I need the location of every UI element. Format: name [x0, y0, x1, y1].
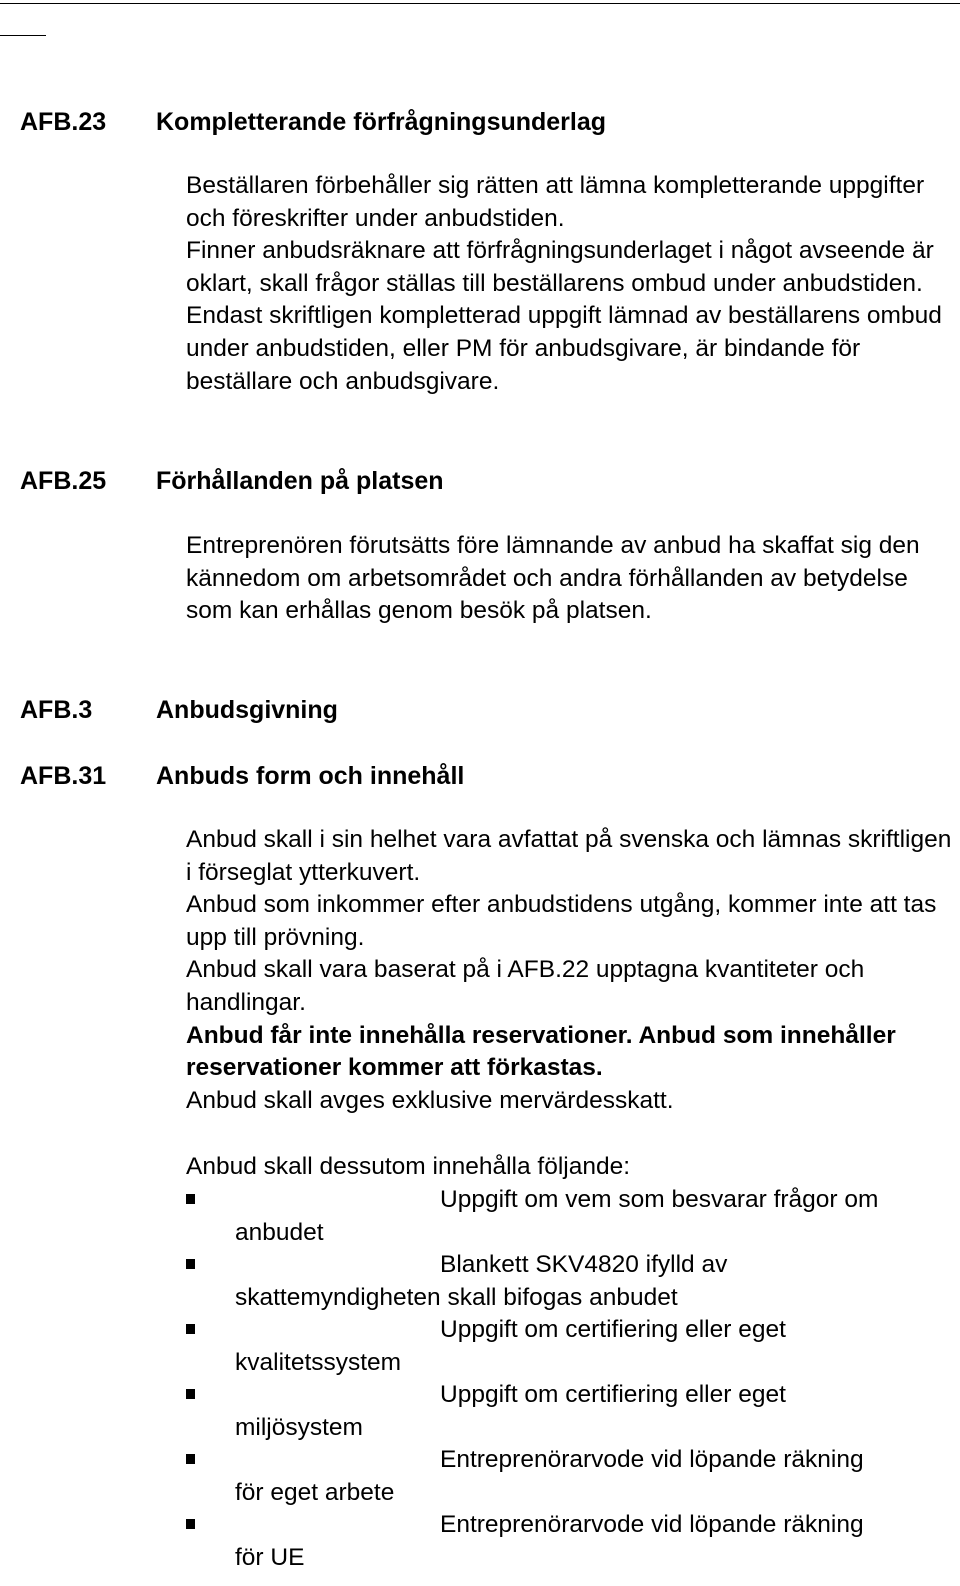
paragraph-bold: Anbud får inte innehålla reservationer. Anbud som innehåller reservationer kommer att förkastas. [186, 1021, 896, 1082]
list-intro: Anbud skall dessutom innehålla följande: [186, 1153, 631, 1180]
paragraph: Anbud skall i sin helhet vara avfattat på svenska och lämnas skriftligen i förseglat ytterkuvert. [186, 826, 952, 886]
section-title: Kompletterande förfrågningsunderlag [156, 108, 607, 136]
list-item-text: Entreprenörarvode vid löpande räkning [440, 1446, 864, 1473]
list-item-text: Uppgift om vem som besvarar frågor om [440, 1186, 879, 1213]
square-bullet-icon [186, 1324, 195, 1334]
section-title: Anbuds form och innehåll [156, 762, 465, 790]
list-item-text: för UE [235, 1543, 305, 1571]
section-body [186, 530, 956, 628]
section-body [186, 824, 956, 1117]
section-number: AFB.3 [20, 696, 93, 724]
paragraph: Anbud skall vara baserat på i AFB.22 upptagna kvantiteter och handlingar. [186, 956, 865, 1016]
paragraph: Anbud som inkommer efter anbudstidens utgång, kommer inte att tas upp till prövning. [186, 891, 937, 951]
list-item-text: Entreprenörarvode vid löpande räkning [440, 1511, 864, 1538]
square-bullet-icon [186, 1454, 195, 1464]
list-item-text: Uppgift om certifiering eller eget [440, 1381, 786, 1408]
paragraph: Beställaren förbehåller sig rätten att lämna kompletterande uppgifter och föreskrifter under anbudstiden. [186, 172, 925, 232]
square-bullet-icon [186, 1389, 195, 1399]
list-item-text: för eget arbete [235, 1478, 395, 1506]
paragraph: Anbud skall avges exklusive mervärdesskatt. [186, 1086, 674, 1114]
list-item-text: anbudet [235, 1218, 324, 1246]
square-bullet-icon [186, 1259, 195, 1269]
section-title: Förhållanden på platsen [156, 467, 444, 495]
section-number: AFB.25 [20, 467, 107, 495]
list-item-text: Blankett SKV4820 ifylld av [440, 1251, 728, 1278]
square-bullet-icon [186, 1519, 195, 1529]
top-rule [0, 3, 960, 4]
section-title: Anbudsgivning [156, 696, 338, 724]
section-number: AFB.23 [20, 108, 107, 136]
list-item-text: Uppgift om certifiering eller eget [440, 1316, 786, 1343]
paragraph: Entreprenören förutsätts före lämnande av anbud ha skaffat sig den kännedom om arbetsområdet och andra förhållanden av betydelse som kan erhållas genom besök på platsen. [186, 532, 920, 625]
list-item-text: kvalitetssystem [235, 1348, 402, 1376]
paragraph: Endast skriftligen kompletterad uppgift lämnad av beställarens ombud under anbudstiden, eller PM för anbudsgivare, är bindande för beställare och anbudsgivare. [186, 302, 942, 395]
square-bullet-icon [186, 1194, 195, 1204]
list-item-text: miljösystem [235, 1413, 363, 1441]
paragraph: Finner anbudsräknare att förfrågningsunderlaget i något avseende är oklart, skall frågor ställas till beställarens ombud under anbudstiden. [186, 237, 934, 297]
list-item-text: skattemyndigheten skall bifogas anbudet [235, 1283, 678, 1311]
section-number: AFB.31 [20, 762, 107, 790]
corner-mark [0, 35, 46, 36]
section-body [186, 170, 956, 398]
